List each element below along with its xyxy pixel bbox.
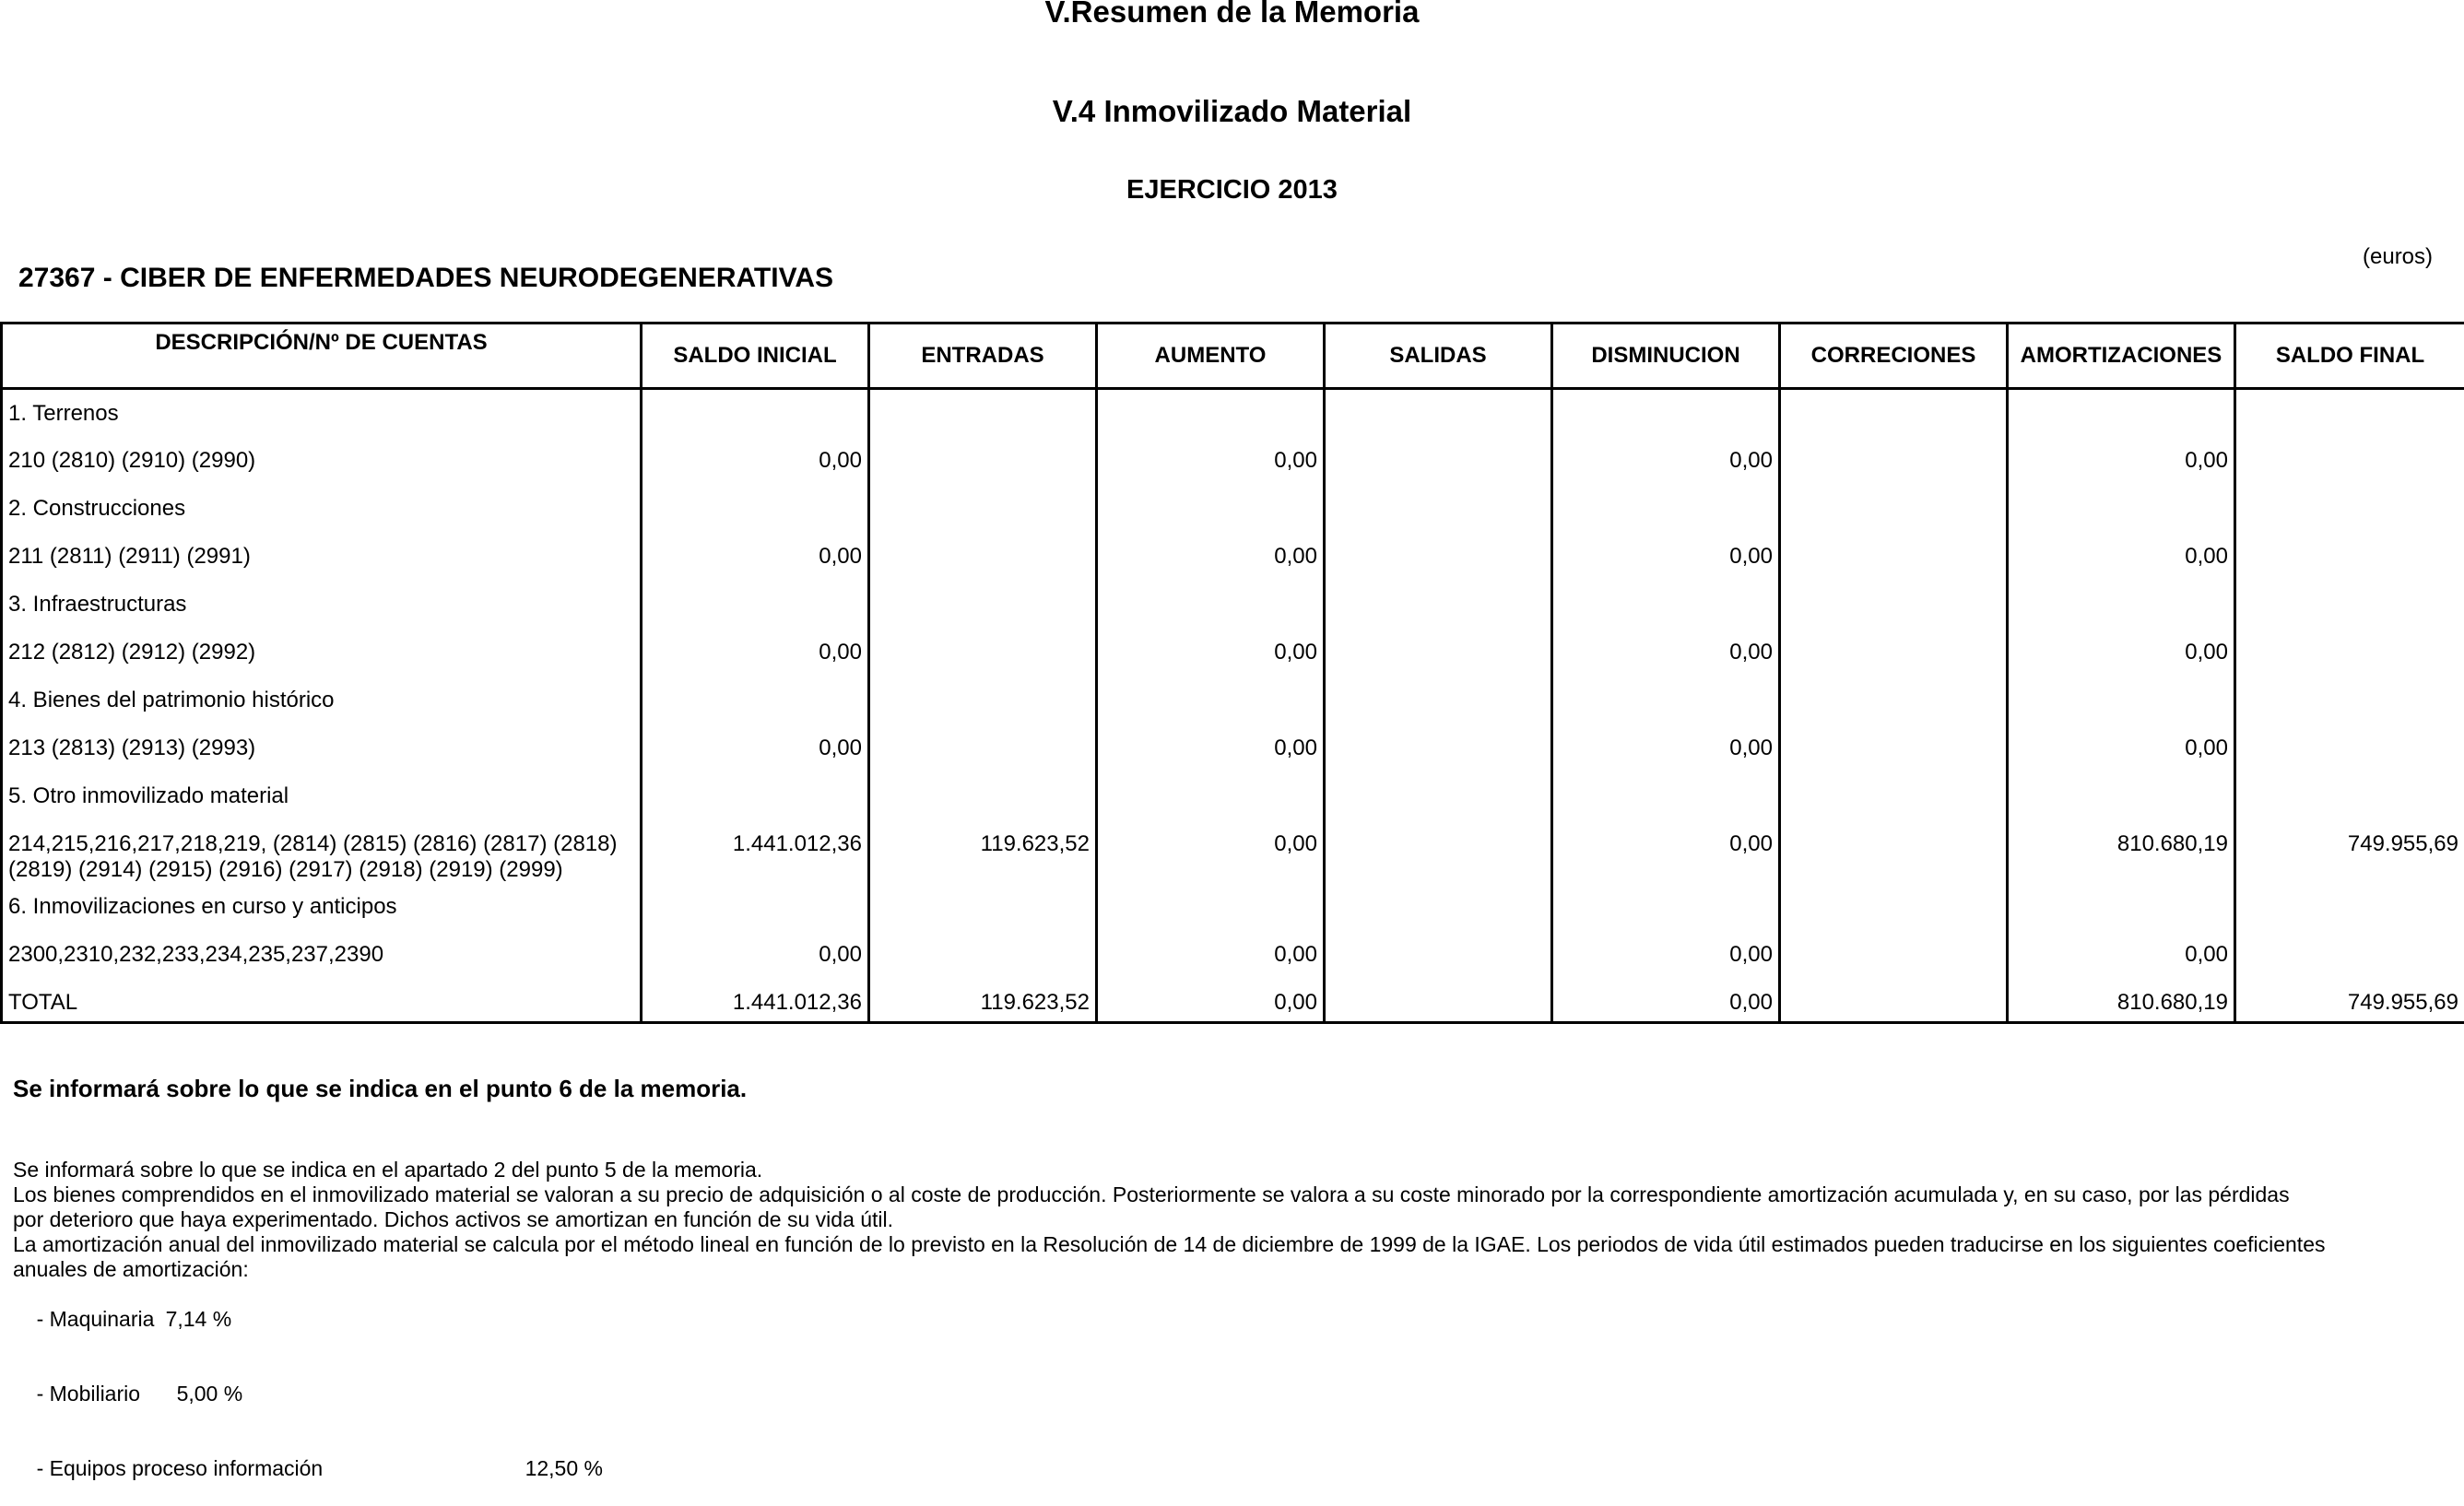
cell-aumento <box>1097 485 1325 533</box>
cell-saldo-final: 749.955,69 <box>2235 820 2464 883</box>
section-title: V.4 Inmovilizado Material <box>0 94 2464 129</box>
coefficient-label: - Equipos proceso información <box>37 1456 525 1481</box>
cell-entradas <box>869 772 1097 820</box>
cell-entradas <box>869 533 1097 581</box>
fixed-assets-table <box>0 322 2464 1024</box>
row-description: 211 (2811) (2911) (2991) <box>2 533 642 581</box>
cell-aumento <box>1097 389 1325 437</box>
column-header-saldo-inicial: SALDO INICIAL <box>642 324 869 389</box>
cell-aumento <box>1097 677 1325 724</box>
cell-disminucion <box>1552 883 1780 931</box>
row-description: 2. Construcciones <box>2 485 642 533</box>
notes-line: Los bienes comprendidos en el inmovilizado material se valoran a su precio de adquisición o al coste de producción. Posteriormente se valora a su coste minorado por la correspondiente amortización acumulada y, en su caso, por las pérdidas <box>13 1182 2446 1207</box>
cell-disminucion <box>1552 485 1780 533</box>
notes-body <box>13 1158 2446 1506</box>
cell-aumento: 0,00 <box>1097 437 1325 485</box>
column-header-correciones: CORRECIONES <box>1780 324 2008 389</box>
cell-disminucion <box>1552 581 1780 629</box>
cell-aumento: 0,00 <box>1097 931 1325 979</box>
cell-correciones <box>1780 485 2008 533</box>
cell-amortizaciones <box>2008 772 2235 820</box>
cell-correciones <box>1780 931 2008 979</box>
notes-heading: Se informará sobre lo que se indica en el punto 6 de la memoria. <box>13 1075 747 1103</box>
table-row <box>2 724 2464 772</box>
cell-disminucion <box>1552 389 1780 437</box>
cell-entradas <box>869 931 1097 979</box>
cell-salidas <box>1325 581 1552 629</box>
cell-entradas <box>869 437 1097 485</box>
cell-saldo-inicial <box>642 389 869 437</box>
cell-salidas <box>1325 883 1552 931</box>
coefficient-item <box>13 1431 2446 1506</box>
coefficient-value: 12,50 % <box>525 1456 603 1480</box>
cell-aumento <box>1097 772 1325 820</box>
cell-salidas <box>1325 979 1552 1023</box>
column-header-disminucion: DISMINUCION <box>1552 324 1780 389</box>
row-description: 3. Infraestructuras <box>2 581 642 629</box>
cell-saldo-final <box>2235 629 2464 677</box>
cell-saldo-final <box>2235 437 2464 485</box>
table-row <box>2 485 2464 533</box>
cell-salidas <box>1325 724 1552 772</box>
cell-disminucion: 0,00 <box>1552 979 1780 1023</box>
cell-correciones <box>1780 437 2008 485</box>
column-header-salidas: SALIDAS <box>1325 324 1552 389</box>
cell-amortizaciones: 0,00 <box>2008 931 2235 979</box>
table-row <box>2 677 2464 724</box>
coefficient-label: - Mobiliario <box>37 1382 177 1406</box>
cell-amortizaciones <box>2008 581 2235 629</box>
cell-disminucion: 0,00 <box>1552 820 1780 883</box>
cell-aumento: 0,00 <box>1097 533 1325 581</box>
cell-saldo-inicial: 0,00 <box>642 437 869 485</box>
coefficient-value: 7,14 % <box>166 1307 232 1331</box>
row-description: 5. Otro inmovilizado material <box>2 772 642 820</box>
table-header-row <box>2 324 2464 389</box>
cell-salidas <box>1325 820 1552 883</box>
cell-disminucion <box>1552 677 1780 724</box>
cell-disminucion: 0,00 <box>1552 437 1780 485</box>
cell-salidas <box>1325 931 1552 979</box>
column-header-aumento: AUMENTO <box>1097 324 1325 389</box>
cell-amortizaciones: 810.680,19 <box>2008 820 2235 883</box>
cell-saldo-inicial <box>642 677 869 724</box>
cell-entradas: 119.623,52 <box>869 979 1097 1023</box>
document-title: V.Resumen de la Memoria <box>0 0 2464 29</box>
row-description: TOTAL <box>2 979 642 1023</box>
cell-disminucion: 0,00 <box>1552 724 1780 772</box>
cell-entradas <box>869 581 1097 629</box>
cell-saldo-inicial <box>642 883 869 931</box>
row-description: 210 (2810) (2910) (2990) <box>2 437 642 485</box>
cell-correciones <box>1780 724 2008 772</box>
cell-saldo-final <box>2235 772 2464 820</box>
row-description: 2300,2310,232,233,234,235,237,2390 <box>2 931 642 979</box>
cell-saldo-inicial: 0,00 <box>642 931 869 979</box>
cell-salidas <box>1325 485 1552 533</box>
cell-amortizaciones: 0,00 <box>2008 437 2235 485</box>
cell-entradas <box>869 485 1097 533</box>
cell-correciones <box>1780 389 2008 437</box>
table-total-row <box>2 979 2464 1023</box>
cell-saldo-inicial: 1.441.012,36 <box>642 979 869 1023</box>
column-header-saldo-final: SALDO FINAL <box>2235 324 2464 389</box>
cell-saldo-final <box>2235 533 2464 581</box>
cell-disminucion <box>1552 772 1780 820</box>
column-header-description: DESCRIPCIÓN/Nº DE CUENTAS <box>2 324 642 389</box>
exercise-year: EJERCICIO 2013 <box>0 175 2464 206</box>
currency-units: (euros) <box>2363 244 2433 270</box>
notes-line: anuales de amortización: <box>13 1257 2446 1282</box>
cell-saldo-inicial: 0,00 <box>642 724 869 772</box>
cell-saldo-final <box>2235 677 2464 724</box>
cell-saldo-inicial: 0,00 <box>642 533 869 581</box>
cell-aumento: 0,00 <box>1097 629 1325 677</box>
cell-saldo-inicial <box>642 772 869 820</box>
notes-line: por deterioro que haya experimentado. Dichos activos se amortizan en función de su vida útil. <box>13 1207 2446 1232</box>
cell-amortizaciones <box>2008 389 2235 437</box>
cell-salidas <box>1325 772 1552 820</box>
cell-aumento: 0,00 <box>1097 724 1325 772</box>
cell-saldo-final: 749.955,69 <box>2235 979 2464 1023</box>
coefficient-label: - Maquinaria <box>37 1307 166 1332</box>
row-description: 4. Bienes del patrimonio histórico <box>2 677 642 724</box>
cell-amortizaciones: 0,00 <box>2008 629 2235 677</box>
cell-saldo-inicial <box>642 485 869 533</box>
row-description: 6. Inmovilizaciones en curso y anticipos <box>2 883 642 931</box>
cell-correciones <box>1780 820 2008 883</box>
table-row <box>2 581 2464 629</box>
coefficient-item <box>13 1357 2446 1431</box>
table-row <box>2 772 2464 820</box>
cell-amortizaciones: 0,00 <box>2008 724 2235 772</box>
cell-amortizaciones: 0,00 <box>2008 533 2235 581</box>
row-description: 213 (2813) (2913) (2993) <box>2 724 642 772</box>
cell-disminucion: 0,00 <box>1552 533 1780 581</box>
coefficient-item <box>13 1282 2446 1357</box>
cell-correciones <box>1780 979 2008 1023</box>
cell-disminucion: 0,00 <box>1552 931 1780 979</box>
cell-amortizaciones: 810.680,19 <box>2008 979 2235 1023</box>
cell-saldo-final <box>2235 581 2464 629</box>
row-description: 212 (2812) (2912) (2992) <box>2 629 642 677</box>
cell-salidas <box>1325 629 1552 677</box>
coefficient-value: 5,00 % <box>177 1382 243 1406</box>
cell-amortizaciones <box>2008 677 2235 724</box>
cell-entradas <box>869 677 1097 724</box>
cell-aumento <box>1097 883 1325 931</box>
table-row <box>2 629 2464 677</box>
cell-salidas <box>1325 389 1552 437</box>
cell-amortizaciones <box>2008 485 2235 533</box>
cell-entradas <box>869 389 1097 437</box>
cell-correciones <box>1780 883 2008 931</box>
cell-saldo-final <box>2235 724 2464 772</box>
cell-saldo-final <box>2235 883 2464 931</box>
cell-salidas <box>1325 437 1552 485</box>
cell-saldo-inicial: 1.441.012,36 <box>642 820 869 883</box>
cell-correciones <box>1780 677 2008 724</box>
cell-entradas <box>869 724 1097 772</box>
cell-saldo-inicial <box>642 581 869 629</box>
table-row <box>2 883 2464 931</box>
cell-salidas <box>1325 677 1552 724</box>
cell-saldo-final <box>2235 389 2464 437</box>
notes-line: La amortización anual del inmovilizado material se calcula por el método lineal en función de lo previsto en la Resolución de 14 de diciembre de 1999 de la IGAE. Los periodos de vida útil estimados pueden traducirse en los siguientes coeficientes <box>13 1232 2446 1257</box>
table-row <box>2 820 2464 883</box>
cell-disminucion: 0,00 <box>1552 629 1780 677</box>
cell-aumento <box>1097 581 1325 629</box>
row-description: 214,215,216,217,218,219, (2814) (2815) (2816) (2817) (2818) (2819) (2914) (2915) (2916) (2917) (2918) (2919) (2999) <box>2 820 642 883</box>
cell-salidas <box>1325 533 1552 581</box>
cell-aumento: 0,00 <box>1097 820 1325 883</box>
entity-name: 27367 - CIBER DE ENFERMEDADES NEURODEGENERATIVAS <box>18 263 833 294</box>
row-description: 1. Terrenos <box>2 389 642 437</box>
cell-correciones <box>1780 772 2008 820</box>
cell-entradas <box>869 629 1097 677</box>
cell-entradas: 119.623,52 <box>869 820 1097 883</box>
table-row <box>2 931 2464 979</box>
table-row <box>2 533 2464 581</box>
column-header-entradas: ENTRADAS <box>869 324 1097 389</box>
cell-saldo-final <box>2235 931 2464 979</box>
cell-correciones <box>1780 629 2008 677</box>
cell-aumento: 0,00 <box>1097 979 1325 1023</box>
table-row <box>2 437 2464 485</box>
cell-correciones <box>1780 533 2008 581</box>
table-row <box>2 389 2464 437</box>
cell-saldo-final <box>2235 485 2464 533</box>
column-header-amortizaciones: AMORTIZACIONES <box>2008 324 2235 389</box>
cell-amortizaciones <box>2008 883 2235 931</box>
cell-correciones <box>1780 581 2008 629</box>
cell-saldo-inicial: 0,00 <box>642 629 869 677</box>
notes-line: Se informará sobre lo que se indica en el apartado 2 del punto 5 de la memoria. <box>13 1158 2446 1182</box>
cell-entradas <box>869 883 1097 931</box>
